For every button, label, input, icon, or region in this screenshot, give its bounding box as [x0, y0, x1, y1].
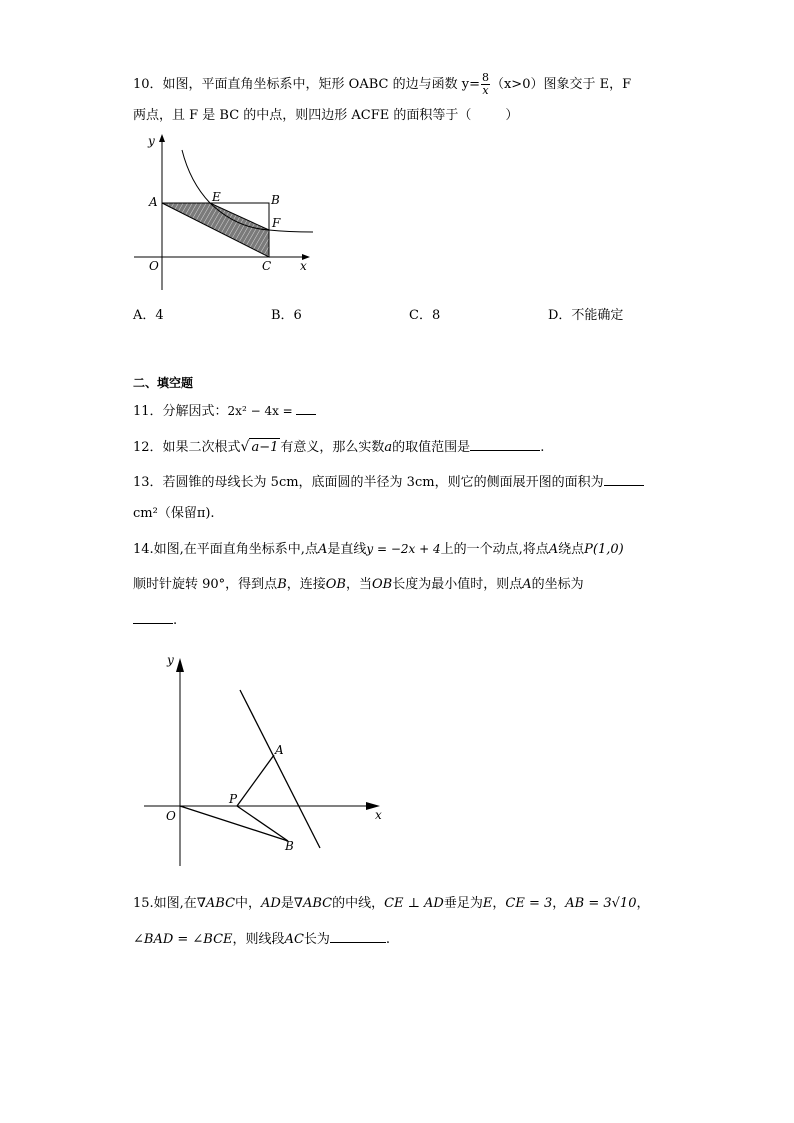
q10-option-c[interactable]: C．8: [409, 308, 441, 323]
sqrt-symbol: √: [240, 439, 250, 455]
q15-point-e: E: [482, 896, 493, 911]
q14-text-g: ，当: [345, 577, 372, 592]
q10-option-d[interactable]: D．不能确定: [548, 308, 624, 323]
q10-figure: [128, 130, 328, 295]
q14-line2: [133, 576, 584, 594]
q12: [133, 438, 544, 457]
q14-text-a: 14.如图,在平面直角坐标系中,点: [133, 542, 318, 557]
q10-text-b: （x>0）图象交于 E，F: [490, 77, 632, 92]
q15-text-d: 的中线，: [332, 896, 385, 911]
q15-text-e: 垂足为: [443, 896, 483, 911]
q10-text-a: 10．如图，平面直角坐标系中，矩形 OABC 的边与函数 y=: [133, 77, 480, 92]
q15-text-g: ，: [552, 896, 566, 911]
q14-text-i: 的坐标为: [531, 577, 584, 592]
q14-point-a-2: A: [548, 542, 559, 557]
q14-line3: [133, 611, 177, 630]
q12-var: a: [384, 440, 393, 455]
line-y-neg2x-plus4: [240, 690, 320, 848]
label-x: x: [375, 808, 382, 822]
q12-answer-blank[interactable]: [470, 438, 540, 451]
q12-text-a: 12．如果二次根式: [133, 440, 241, 455]
label-o: O: [149, 259, 159, 273]
q10-option-a[interactable]: A．4: [133, 308, 164, 323]
q15-line1: [133, 895, 650, 913]
q15-ce: CE = 3: [505, 896, 553, 911]
frac-denominator: x: [482, 84, 489, 97]
q15-perpendicular: CE ⊥ AD: [384, 896, 444, 911]
q14-segment-ob: OB: [325, 577, 346, 592]
q13-line2: cm²（保留π).: [133, 506, 215, 521]
q15-text-h: ，: [636, 896, 650, 911]
q14-text-c: 上的一个动点,将点: [440, 542, 549, 557]
q14-point-a-3: A: [522, 577, 532, 592]
q15-end: .: [385, 932, 391, 947]
q13-answer-blank[interactable]: [604, 473, 644, 486]
q10-text-c: 两点，且 F 是 BC 的中点，则四边形 ACFE 的面积等于（: [133, 108, 472, 123]
section-title: 二、填空题: [133, 376, 194, 390]
label-o: O: [166, 809, 176, 823]
q14-answer-blank[interactable]: [133, 611, 173, 624]
q14-text-b: 是直线: [327, 542, 367, 557]
q15-triangle-2: ∇ABC: [293, 896, 333, 911]
label-a: A: [275, 743, 284, 757]
label-f: F: [272, 216, 281, 230]
label-c: C: [262, 259, 272, 273]
q13-line1: [133, 473, 644, 492]
label-x: x: [300, 259, 307, 273]
q14-text-e: 顺时针旋转 90°，得到点: [133, 577, 278, 592]
q14-figure: [140, 648, 390, 873]
q15-triangle: ∇ABC: [196, 896, 236, 911]
label-p: P: [229, 792, 238, 806]
q10-y-arrow: [159, 134, 165, 142]
q15-line2: [133, 930, 390, 949]
q10-line1: [133, 72, 631, 97]
q12-radicand: a−1: [251, 440, 279, 455]
q14-segment-ob-2: OB: [372, 577, 393, 592]
q14-point-b: B: [277, 577, 287, 592]
q12-end: .: [540, 440, 545, 455]
q10-line2: [133, 107, 518, 125]
shaded-acfe: [162, 203, 269, 257]
q14-point-p: P(1,0): [584, 542, 624, 557]
q14-text-h: 长度为最小值时，则点: [392, 577, 523, 592]
q15-text-i: ，则线段: [232, 932, 285, 947]
segment-ob: [180, 806, 288, 841]
q15-segment-ac: AC: [284, 932, 304, 947]
segment-pa: [237, 755, 274, 806]
q11-label: 11．分解因式：: [133, 404, 228, 419]
q15-segment-ad: AD: [261, 896, 281, 911]
q15-angles: ∠BAD = ∠BCE: [133, 932, 233, 947]
q14-text-d: 绕点: [558, 542, 585, 557]
q12-text-b: 有意义，那么实数: [280, 440, 385, 455]
label-b: B: [285, 839, 294, 853]
q14-line1: [133, 540, 624, 559]
segment-pb: [237, 806, 288, 841]
q15-text-j: 长为: [303, 932, 330, 947]
q11-answer-blank[interactable]: [296, 402, 316, 415]
label-b: B: [271, 193, 280, 207]
q10-option-b[interactable]: B．6: [271, 308, 302, 323]
q14-end: .: [173, 613, 178, 628]
label-a: A: [149, 195, 158, 209]
q15-text-f: ，: [492, 896, 506, 911]
q15-text-a: 15.如图,在: [133, 896, 197, 911]
label-y: y: [148, 134, 155, 148]
q13-text: 13．若圆锥的母线长为 5cm，底面圆的半径为 3cm，则它的侧面展开图的面积为: [133, 475, 604, 490]
q12-text-c: 的取值范围是: [392, 440, 471, 455]
q10-text-d: ）: [505, 108, 519, 123]
q15-answer-blank[interactable]: [330, 930, 386, 943]
q11: [133, 402, 316, 421]
q11-expression: 2x² − 4x =: [227, 404, 293, 418]
q15-ab: AB = 3√10: [565, 896, 637, 911]
q15-text-c: 是: [280, 896, 294, 911]
q14-equation: y = −2x + 4: [366, 542, 441, 556]
label-y: y: [167, 653, 174, 667]
frac-numerator: 8: [481, 71, 489, 84]
q15-text-b: 中，: [235, 896, 262, 911]
q14-y-arrow: [176, 658, 184, 672]
q14-text-f: ，连接: [286, 577, 326, 592]
q14-point-a: A: [317, 542, 328, 557]
q10-fraction: [481, 72, 490, 97]
label-e: E: [212, 190, 221, 204]
